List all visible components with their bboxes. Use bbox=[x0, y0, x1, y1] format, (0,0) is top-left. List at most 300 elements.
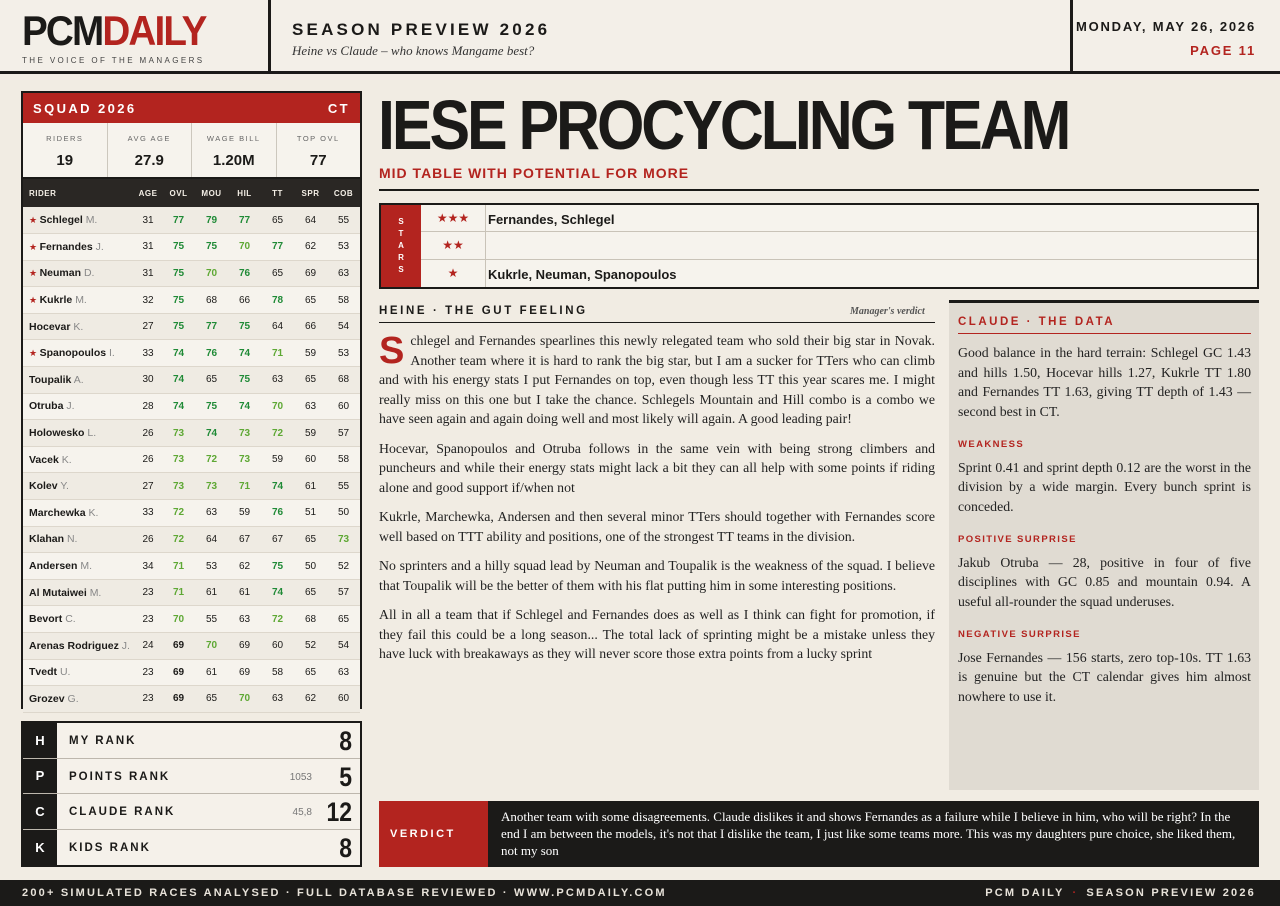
rider-spr: 68 bbox=[294, 606, 327, 633]
squad-stat-label: RIDERS bbox=[46, 134, 84, 143]
rider-cob: 68 bbox=[327, 367, 360, 394]
rider-spr: 69 bbox=[294, 260, 327, 287]
squad-stat-value: 1.20M bbox=[212, 152, 255, 169]
masthead-divider bbox=[268, 0, 271, 74]
star-icon: ★ bbox=[29, 295, 40, 306]
claude-paragraph: Sprint 0.41 and sprint depth 0.12 are the worst in the division by a wide margin. Every bunch sprint is conceded. bbox=[958, 459, 1251, 514]
rider-initial: K. bbox=[61, 453, 72, 466]
squad-stats bbox=[23, 123, 360, 179]
rider-spr: 65 bbox=[294, 367, 327, 394]
column-header: SPR bbox=[294, 179, 327, 207]
rider-age: 24 bbox=[134, 633, 162, 660]
rider-name-cell bbox=[23, 659, 134, 686]
rider-tt: 60 bbox=[261, 633, 294, 660]
rider-hil: 76 bbox=[228, 260, 261, 287]
rider-name: Fernandes bbox=[39, 240, 93, 253]
rank-row bbox=[23, 759, 360, 795]
rank-detail: 45,8 bbox=[292, 807, 312, 818]
table-row bbox=[23, 393, 360, 420]
rider-ovl: 70 bbox=[162, 606, 195, 633]
squad-title: SQUAD 2026 bbox=[33, 100, 137, 116]
squad-stat bbox=[108, 123, 193, 177]
rider-hil: 59 bbox=[228, 500, 261, 527]
rider-cob: 54 bbox=[327, 313, 360, 340]
rider-mou: 65 bbox=[195, 686, 228, 713]
rider-name: Andersen bbox=[29, 560, 78, 573]
rider-tt: 74 bbox=[261, 579, 294, 606]
rider-spr: 65 bbox=[294, 579, 327, 606]
rider-name-cell bbox=[23, 207, 134, 234]
heine-paragraph-text: chlegel and Fernandes spearlines this newly relegated team who sold their big star in Novak. Another team where it is hard to rank the big star, but I am a sucker for TTers who can climb and with his energy stats I put Fernandes on top, even though less TT this year scares me. I might really miss on this one but I take the chance. Schlegels Mountain and Hill combo is a combo we have seen again and again doing well and most likely will again. A good leading pair! bbox=[379, 333, 935, 426]
rider-name-cell bbox=[23, 234, 134, 261]
rank-value: 8 bbox=[339, 832, 352, 863]
claude-subheading: POSITIVE SURPRISE bbox=[958, 534, 1077, 545]
table-row bbox=[23, 340, 360, 367]
rider-initial: Y. bbox=[60, 480, 69, 493]
column-header: COB bbox=[327, 179, 360, 207]
table-row bbox=[23, 686, 360, 713]
rider-name: Kolev bbox=[29, 480, 58, 493]
rider-tt: 77 bbox=[261, 234, 294, 261]
squad-stat-value: 77 bbox=[309, 152, 327, 169]
rider-cob: 73 bbox=[327, 526, 360, 553]
rider-hil: 71 bbox=[228, 473, 261, 500]
column-header: OVL bbox=[162, 179, 195, 207]
rider-name-cell bbox=[23, 420, 134, 447]
masthead bbox=[0, 0, 1280, 74]
rider-mou: 72 bbox=[195, 446, 228, 473]
rider-ovl: 77 bbox=[162, 207, 195, 234]
rider-ovl: 69 bbox=[162, 659, 195, 686]
rider-ovl: 74 bbox=[162, 367, 195, 394]
table-row bbox=[23, 234, 360, 261]
rider-ovl: 75 bbox=[162, 287, 195, 314]
rider-spr: 59 bbox=[294, 340, 327, 367]
claude-paragraph: Jakub Otruba — 28, positive in four of five disciplines with GC 0.85 and mountain 0.94. A useful all-rounder the squad underuses. bbox=[958, 554, 1251, 609]
column-header: RIDER bbox=[23, 179, 134, 207]
rider-spr: 61 bbox=[294, 473, 327, 500]
rider-cob: 57 bbox=[327, 579, 360, 606]
rider-initial: J. bbox=[66, 400, 75, 413]
rider-tt: 70 bbox=[261, 393, 294, 420]
stars-side-letter: S bbox=[398, 217, 404, 226]
rider-hil: 75 bbox=[228, 367, 261, 394]
table-row bbox=[23, 287, 360, 314]
star-icon: ★ bbox=[29, 241, 40, 252]
rider-tt: 72 bbox=[261, 606, 294, 633]
star-riders: Kukrle, Neuman, Spanopoulos bbox=[488, 266, 677, 282]
claude-sections bbox=[958, 435, 1251, 706]
stars-side-letter: A bbox=[398, 241, 404, 250]
rider-cob: 57 bbox=[327, 420, 360, 447]
rider-initial: L. bbox=[87, 427, 97, 440]
rider-spr: 62 bbox=[294, 686, 327, 713]
squad-stat-label: TOP OVL bbox=[296, 134, 340, 143]
rider-mou: 70 bbox=[195, 633, 228, 660]
rider-mou: 61 bbox=[195, 659, 228, 686]
rider-ovl: 69 bbox=[162, 633, 195, 660]
table-row bbox=[23, 260, 360, 287]
rider-spr: 51 bbox=[294, 500, 327, 527]
stars-side-letter: R bbox=[398, 253, 404, 262]
rider-initial: U. bbox=[59, 666, 71, 679]
rider-tt: 71 bbox=[261, 340, 294, 367]
rider-mou: 61 bbox=[195, 579, 228, 606]
star-icon: ★ bbox=[29, 348, 40, 359]
rider-hil: 73 bbox=[228, 446, 261, 473]
rider-hil: 66 bbox=[228, 287, 261, 314]
table-row bbox=[23, 446, 360, 473]
rider-age: 27 bbox=[134, 313, 162, 340]
rider-age: 23 bbox=[134, 579, 162, 606]
rank-value: 12 bbox=[326, 797, 352, 827]
stars-side-letter: S bbox=[398, 265, 404, 274]
tagline: THE VOICE OF THE MANAGERS bbox=[22, 56, 205, 65]
squad-division: CT bbox=[327, 100, 350, 116]
rider-name-cell bbox=[23, 606, 134, 633]
rank-label: KIDS RANK bbox=[69, 841, 151, 854]
heine-paragraph-text: All in all a team that if Schlegel and Fernandes does as well as I think can fight for promotion, if they fail this could be a long season... The total lack of sprinting might be a mistake unless they have luck with breakaways as they will never score those extra points from a lucky sprint bbox=[379, 607, 935, 661]
rider-ovl: 75 bbox=[162, 234, 195, 261]
rider-mou: 76 bbox=[195, 340, 228, 367]
rider-mou: 63 bbox=[195, 500, 228, 527]
rider-cob: 52 bbox=[327, 553, 360, 580]
stars-row bbox=[421, 232, 1257, 259]
star-icon: ★ bbox=[29, 268, 40, 279]
rider-age: 26 bbox=[134, 420, 162, 447]
rider-tt: 63 bbox=[261, 367, 294, 394]
footer-brand: PCM DAILY bbox=[985, 887, 1065, 899]
rank-letter: P bbox=[23, 759, 57, 794]
rider-hil: 74 bbox=[228, 340, 261, 367]
heine-paragraph bbox=[379, 556, 935, 595]
squad-stat bbox=[23, 123, 108, 177]
rider-hil: 61 bbox=[228, 579, 261, 606]
rider-ovl: 71 bbox=[162, 553, 195, 580]
rider-ovl: 75 bbox=[162, 313, 195, 340]
rider-initial: J. bbox=[121, 639, 130, 652]
heine-paragraph-text: Hocevar, Spanopoulos and Otruba follows in the same vein with being strong climbers and puncheurs and while their energy stats might lack a bit they can all help with some points if riding alone and good support if/when not bbox=[379, 440, 935, 495]
rider-initial: M. bbox=[85, 214, 98, 227]
rider-tt: 67 bbox=[261, 526, 294, 553]
rider-initial: I. bbox=[109, 347, 115, 360]
star-rating: ★ bbox=[421, 260, 486, 287]
rider-cob: 55 bbox=[327, 207, 360, 234]
rider-age: 33 bbox=[134, 340, 162, 367]
rank-row bbox=[23, 794, 360, 830]
rider-table-header bbox=[23, 179, 360, 207]
team-name: IESE PROCYCLING TEAM bbox=[378, 86, 1069, 164]
heine-paragraph bbox=[379, 507, 935, 546]
rider-spr: 65 bbox=[294, 659, 327, 686]
rank-detail: 1053 bbox=[289, 771, 312, 783]
rider-spr: 64 bbox=[294, 207, 327, 234]
rider-tt: 65 bbox=[261, 207, 294, 234]
team-subtitle: MID TABLE WITH POTENTIAL FOR MORE bbox=[379, 165, 690, 181]
rider-tt: 76 bbox=[261, 500, 294, 527]
rider-name: Spanopoulos bbox=[39, 347, 107, 360]
stars-row bbox=[421, 205, 1257, 232]
rider-cob: 65 bbox=[327, 606, 360, 633]
table-row bbox=[23, 553, 360, 580]
table-row bbox=[23, 500, 360, 527]
rank-label: CLAUDE RANK bbox=[69, 806, 176, 818]
column-header: MOU bbox=[195, 179, 228, 207]
footer-separator: · bbox=[1072, 887, 1079, 899]
rider-name-cell bbox=[23, 287, 134, 314]
heine-rule bbox=[379, 322, 935, 323]
rider-mou: 75 bbox=[195, 393, 228, 420]
rider-age: 31 bbox=[134, 260, 162, 287]
rider-hil: 74 bbox=[228, 393, 261, 420]
rider-cob: 63 bbox=[327, 260, 360, 287]
rider-mou: 77 bbox=[195, 313, 228, 340]
table-row bbox=[23, 367, 360, 394]
rider-hil: 69 bbox=[228, 659, 261, 686]
stars-box bbox=[379, 203, 1259, 289]
title-rule bbox=[379, 189, 1259, 191]
rider-tt: 58 bbox=[261, 659, 294, 686]
rank-letter: K bbox=[23, 830, 57, 866]
claude-heading: CLAUDE · THE DATA bbox=[958, 316, 1116, 328]
stars-side-label bbox=[381, 205, 421, 287]
rider-name-cell bbox=[23, 340, 134, 367]
rider-name-cell bbox=[23, 260, 134, 287]
rider-cob: 53 bbox=[327, 340, 360, 367]
rider-name: Arenas Rodriguez bbox=[29, 639, 119, 652]
rider-name-cell bbox=[23, 446, 134, 473]
section-title: SEASON PREVIEW 2026 bbox=[292, 20, 551, 39]
rider-mou: 79 bbox=[195, 207, 228, 234]
rider-age: 26 bbox=[134, 526, 162, 553]
rider-ovl: 71 bbox=[162, 579, 195, 606]
squad-stat bbox=[277, 123, 361, 177]
rider-hil: 70 bbox=[228, 686, 261, 713]
rider-name: Schlegel bbox=[39, 214, 83, 227]
rider-initial: K. bbox=[73, 320, 84, 333]
rider-initial: M. bbox=[75, 294, 87, 307]
stars-side-letter: T bbox=[398, 229, 404, 238]
table-row bbox=[23, 207, 360, 234]
rank-label: POINTS RANK bbox=[69, 770, 171, 783]
rider-name: Holowesko bbox=[29, 427, 85, 440]
footer-left: 200+ SIMULATED RACES ANALYSED · FULL DATABASE REVIEWED · WWW.PCMDAILY.COM bbox=[22, 887, 667, 899]
table-row bbox=[23, 606, 360, 633]
masthead-divider bbox=[1070, 0, 1073, 74]
rider-mou: 73 bbox=[195, 473, 228, 500]
rider-name: Kukrle bbox=[39, 294, 73, 307]
rank-label: MY RANK bbox=[69, 735, 137, 747]
table-row bbox=[23, 313, 360, 340]
rider-age: 33 bbox=[134, 500, 162, 527]
rider-name: Al Mutaiwei bbox=[29, 586, 87, 599]
rider-cob: 60 bbox=[327, 686, 360, 713]
rider-hil: 62 bbox=[228, 553, 261, 580]
rider-name-cell bbox=[23, 393, 134, 420]
rider-initial: K. bbox=[88, 506, 99, 519]
issue-date: MONDAY, MAY 26, 2026 bbox=[1075, 19, 1256, 34]
claude-article bbox=[958, 343, 1251, 706]
rider-age: 28 bbox=[134, 393, 162, 420]
rider-hil: 70 bbox=[228, 234, 261, 261]
heine-tag: Manager's verdict bbox=[850, 306, 925, 317]
rider-spr: 52 bbox=[294, 633, 327, 660]
claude-subheading: NEGATIVE SURPRISE bbox=[958, 629, 1081, 640]
verdict-box bbox=[379, 801, 1259, 867]
table-row bbox=[23, 633, 360, 660]
rider-name-cell bbox=[23, 526, 134, 553]
rider-ovl: 74 bbox=[162, 393, 195, 420]
column-header: AGE bbox=[134, 179, 162, 207]
rider-spr: 65 bbox=[294, 526, 327, 553]
star-rating: ★★ bbox=[421, 232, 486, 258]
star-riders: Fernandes, Schlegel bbox=[488, 212, 615, 227]
rider-name: Klahan bbox=[29, 533, 65, 546]
rider-tt: 78 bbox=[261, 287, 294, 314]
rider-mou: 65 bbox=[195, 367, 228, 394]
rank-value: 5 bbox=[339, 761, 352, 792]
rider-cob: 58 bbox=[327, 287, 360, 314]
logo: PCMDAILY bbox=[22, 7, 206, 54]
rider-name: Vacek bbox=[29, 453, 59, 466]
rider-initial: G. bbox=[67, 692, 79, 705]
footer-right bbox=[985, 887, 1256, 899]
rider-spr: 63 bbox=[294, 393, 327, 420]
rider-name-cell bbox=[23, 367, 134, 394]
rider-ovl: 73 bbox=[162, 473, 195, 500]
squad-stat bbox=[192, 123, 277, 177]
rank-row bbox=[23, 830, 360, 866]
rider-mou: 64 bbox=[195, 526, 228, 553]
page-number: PAGE 11 bbox=[1190, 43, 1256, 58]
rank-value: 8 bbox=[339, 726, 352, 756]
rider-ovl: 73 bbox=[162, 420, 195, 447]
table-row bbox=[23, 420, 360, 447]
heine-paragraph-text: No sprinters and a hilly squad lead by Neuman and Toupalik is the weakness of the squad. I believe that Toupalik will be the better of them with his flat putting him in some interesting positions. bbox=[379, 558, 935, 593]
footer-section: SEASON PREVIEW 2026 bbox=[1086, 887, 1256, 899]
rider-hil: 77 bbox=[228, 207, 261, 234]
rider-mou: 68 bbox=[195, 287, 228, 314]
squad-stat-value: 19 bbox=[56, 152, 74, 169]
rank-row bbox=[23, 723, 360, 759]
rider-age: 34 bbox=[134, 553, 162, 580]
claude-paragraph: Jose Fernandes — 156 starts, zero top-10s. TT 1.63 is genuine but the CT calendar gives him almost nowhere to use it. bbox=[958, 649, 1251, 704]
claude-intro: Good balance in the hard terrain: Schlegel GC 1.43 and hills 1.50, Hocevar hills 1.27, Kukrle TT 1.80 and Fernandes TT 1.63, giving TT depth of 1.43 — second best in CT. bbox=[958, 345, 1251, 419]
rider-ovl: 72 bbox=[162, 500, 195, 527]
squad-header bbox=[23, 93, 360, 123]
rider-hil: 69 bbox=[228, 633, 261, 660]
verdict-text: Another team with some disagreements. Claude dislikes it and shows Fernandes as a failure while I believe in him, who will be right? In the end I am between the models, it's not that I dislike the team, I just like some teams more. This was my daughters pure choice, she liked them, not my son bbox=[501, 809, 1236, 858]
rider-age: 23 bbox=[134, 659, 162, 686]
rider-cob: 63 bbox=[327, 659, 360, 686]
verdict-label: VERDICT bbox=[379, 801, 488, 867]
rider-age: 23 bbox=[134, 606, 162, 633]
column-header: TT bbox=[261, 179, 294, 207]
rider-spr: 62 bbox=[294, 234, 327, 261]
stars-row bbox=[421, 260, 1257, 287]
rider-mou: 74 bbox=[195, 420, 228, 447]
rider-table bbox=[23, 179, 360, 713]
drop-cap: S bbox=[379, 330, 405, 372]
squad-panel bbox=[21, 91, 362, 709]
claude-subheading: WEAKNESS bbox=[958, 439, 1025, 450]
rider-spr: 66 bbox=[294, 313, 327, 340]
rider-initial: N. bbox=[66, 533, 78, 546]
rider-mou: 53 bbox=[195, 553, 228, 580]
rider-name: Otruba bbox=[29, 400, 64, 413]
rider-name-cell bbox=[23, 553, 134, 580]
rider-name: Bevort bbox=[29, 613, 63, 626]
rider-tt: 64 bbox=[261, 313, 294, 340]
rider-age: 23 bbox=[134, 686, 162, 713]
rider-ovl: 72 bbox=[162, 526, 195, 553]
heine-article bbox=[379, 331, 935, 674]
rider-spr: 50 bbox=[294, 553, 327, 580]
ranks-panel bbox=[21, 721, 362, 867]
rider-ovl: 69 bbox=[162, 686, 195, 713]
rider-hil: 73 bbox=[228, 420, 261, 447]
rider-initial: A. bbox=[73, 373, 84, 386]
rider-table-body bbox=[23, 207, 360, 712]
rider-name: Tvedt bbox=[29, 666, 58, 679]
rider-name-cell bbox=[23, 500, 134, 527]
section-subtitle: Heine vs Claude – who knows Mangame best? bbox=[292, 43, 535, 58]
claude-panel bbox=[949, 300, 1259, 790]
rider-tt: 59 bbox=[261, 446, 294, 473]
rider-mou: 55 bbox=[195, 606, 228, 633]
heine-heading: HEINE · THE GUT FEELING bbox=[379, 305, 588, 317]
table-row bbox=[23, 659, 360, 686]
rider-tt: 63 bbox=[261, 686, 294, 713]
rider-name-cell bbox=[23, 686, 134, 713]
rider-tt: 74 bbox=[261, 473, 294, 500]
claude-rule bbox=[958, 333, 1251, 334]
rider-hil: 67 bbox=[228, 526, 261, 553]
rank-letter: C bbox=[23, 794, 57, 829]
footer bbox=[0, 880, 1280, 906]
heine-paragraph bbox=[379, 439, 935, 498]
squad-stat-label: WAGE BILL bbox=[206, 134, 261, 143]
column-header: HIL bbox=[228, 179, 261, 207]
rider-cob: 53 bbox=[327, 234, 360, 261]
rider-tt: 72 bbox=[261, 420, 294, 447]
rider-initial: M. bbox=[80, 560, 93, 573]
rider-age: 27 bbox=[134, 473, 162, 500]
rider-mou: 70 bbox=[195, 260, 228, 287]
rider-age: 32 bbox=[134, 287, 162, 314]
star-icon: ★ bbox=[29, 215, 40, 226]
rider-spr: 59 bbox=[294, 420, 327, 447]
heine-paragraph bbox=[379, 605, 935, 664]
squad-stat-label: AVG AGE bbox=[127, 134, 171, 143]
star-rating: ★★★ bbox=[421, 205, 486, 231]
rider-name: Hocevar bbox=[29, 320, 71, 333]
table-row bbox=[23, 579, 360, 606]
rider-cob: 60 bbox=[327, 393, 360, 420]
rider-cob: 58 bbox=[327, 446, 360, 473]
rider-name: Grozev bbox=[29, 692, 65, 705]
rider-initial: D. bbox=[83, 267, 95, 280]
rider-mou: 75 bbox=[195, 234, 228, 261]
rider-age: 31 bbox=[134, 207, 162, 234]
rider-cob: 50 bbox=[327, 500, 360, 527]
heine-paragraph bbox=[379, 331, 935, 429]
rider-cob: 54 bbox=[327, 633, 360, 660]
rider-ovl: 75 bbox=[162, 260, 195, 287]
rider-age: 30 bbox=[134, 367, 162, 394]
rider-name-cell bbox=[23, 313, 134, 340]
rider-hil: 75 bbox=[228, 313, 261, 340]
